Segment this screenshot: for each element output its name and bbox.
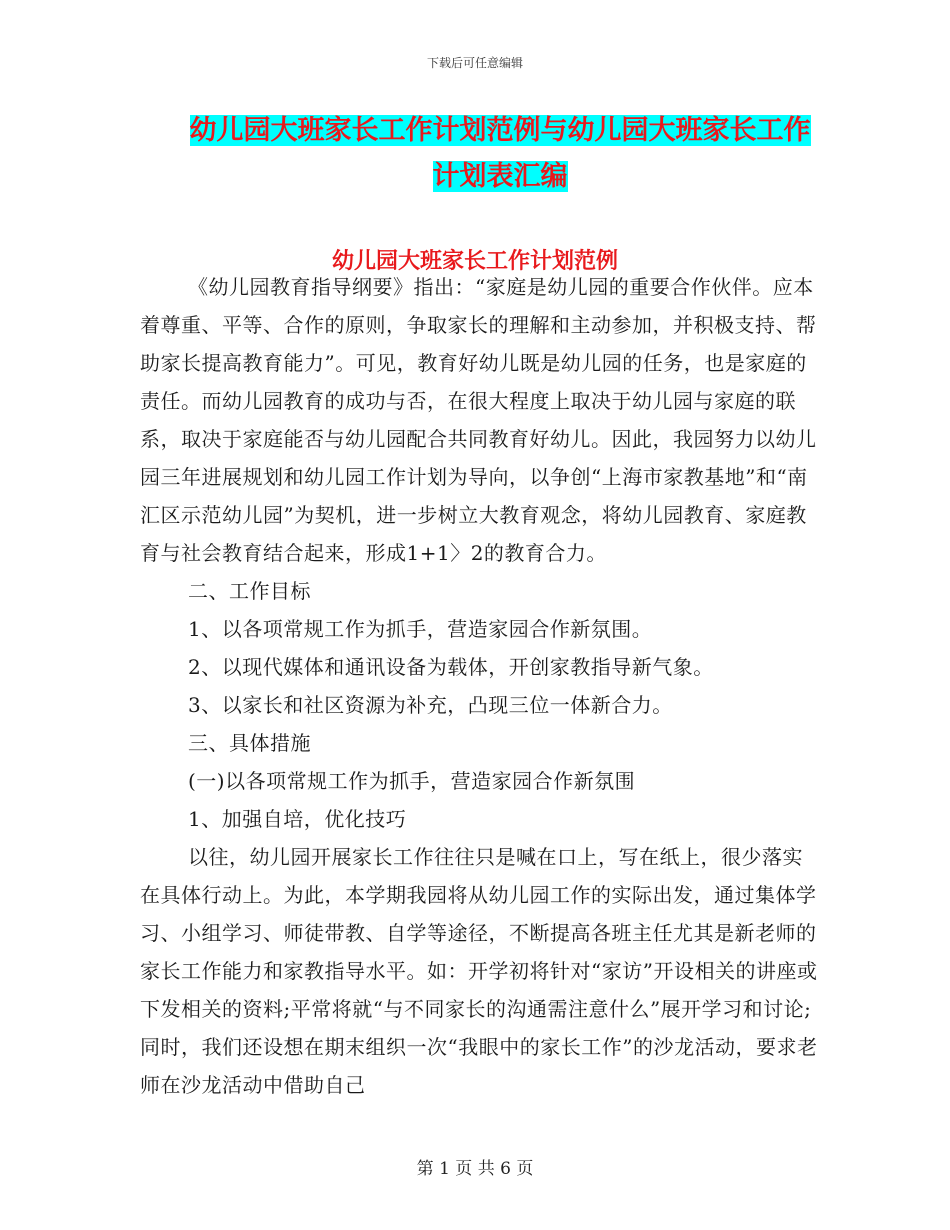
- document-title-line-1: 幼儿园大班家长工作计划范例与幼儿园大班家长工作: [189, 115, 811, 146]
- goal-item-1: 1、以各项常规工作为抓手，营造家园合作新氛围。: [188, 617, 653, 641]
- paragraph-intro: 《幼儿园教育指导纲要》指出：“家庭是幼儿园的重要合作伙伴。应本着尊重、平等、合作的原则，争取家长的理解和主动参加，并积极支持、帮助家长提高教育能力”。可见，教育好幼儿既是幼儿园的任务，也是家庭的责任。而幼儿园教育的成功与否，在很大程度上取决于幼儿园与家庭的联系，取决于家庭能否与幼儿园配合共同教育好幼儿。因此，我园努力以幼儿园三年进展规划和幼儿园工作计划为导向，以争创“上海市家教基地”和“南汇区示范幼儿园”为契机，进一步树立大教育观念，将幼儿园教育、家庭教育与社会教育结合起来，形成1+1〉2的教育合力。: [140, 275, 817, 565]
- section-title: 幼儿园大班家长工作计划范例: [331, 249, 618, 274]
- document-title-line-2: 计划表汇编: [432, 161, 568, 192]
- goal-item-2: 2、以现代媒体和通讯设备为载体，开创家教指导新气象。: [188, 655, 714, 679]
- subheading-measure-1-1: 1、加强自培，优化技巧: [188, 807, 407, 831]
- paragraph-measure-detail: 以往，幼儿园开展家长工作往往只是喊在口上，写在纸上，很少落实在具体行动上。为此，本学期我园将从幼儿园工作的实际出发，通过集体学习、小组学习、师徒带教、自学等途径，不断提高各班主任尤其是新老师的家长工作能力和家教指导水平。如：开学初将针对“家访”开设相关的讲座或下发相关的资料;平常将就“与不同家长的沟通需注意什么”展开学习和讨论;同时，我们还设想在期末组织一次“我眼中的家长工作”的沙龙活动，要求老师在沙龙活动中借助自己: [140, 845, 818, 1097]
- document-title: [150, 108, 850, 200]
- subheading-measure-1: (一)以各项常规工作为抓手，营造家园合作新氛围: [188, 769, 636, 793]
- heading-measures: 三、具体措施: [188, 731, 311, 755]
- goal-item-3: 3、以家长和社区资源为补充，凸现三位一体新合力。: [188, 693, 673, 717]
- header-note: 下载后可任意编辑: [426, 56, 523, 70]
- page-number: 第 1 页 共 6 页: [416, 1159, 534, 1179]
- body-text: [140, 268, 820, 1104]
- heading-work-goals: 二、工作目标: [188, 579, 311, 603]
